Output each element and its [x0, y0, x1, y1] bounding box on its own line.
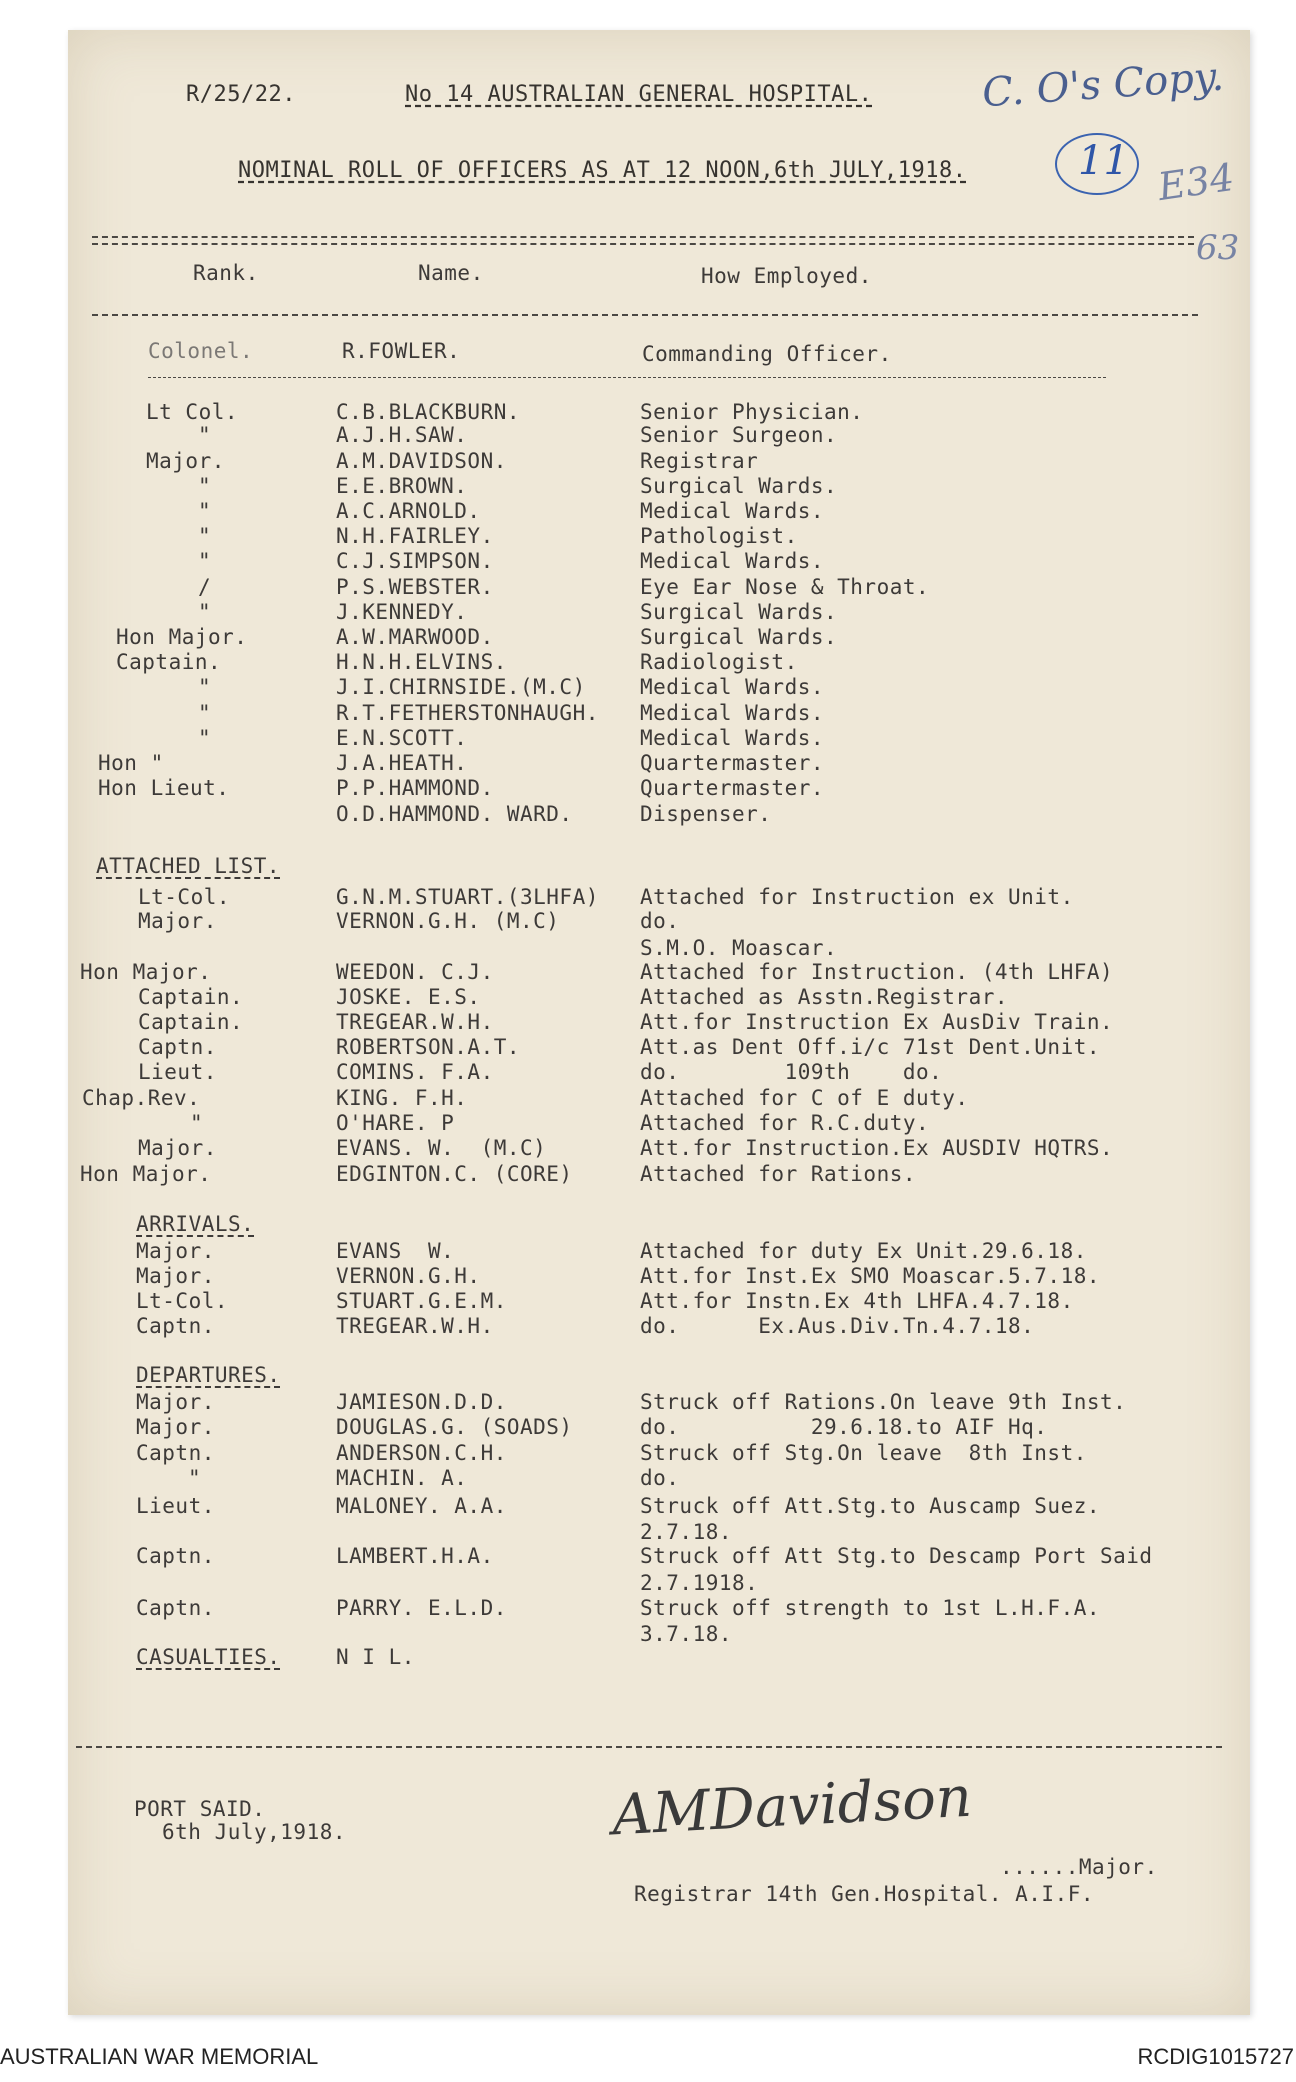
rank-cell: Lieut.: [138, 1060, 217, 1084]
employed-cell: Registrar: [640, 449, 759, 473]
rank-cell: Hon ": [98, 751, 164, 775]
signature: AMDavidson: [610, 1764, 974, 1849]
name-cell: C.J.SIMPSON.: [336, 549, 494, 573]
employed-cell: Quartermaster.: [640, 751, 825, 775]
employed-cell: Struck off Stg.On leave 8th Inst.: [640, 1441, 1087, 1465]
employed-cell: Surgical Wards.: [640, 600, 838, 624]
document-subtitle: NOMINAL ROLL OF OFFICERS AS AT 12 NOON,6th JULY,1918.: [238, 158, 967, 183]
rank-cell: ": [198, 701, 212, 725]
rank-cell: Major.: [138, 1136, 217, 1160]
name-cell: VERNON.G.H. (M.C): [336, 909, 560, 933]
rank-cell: ": [198, 524, 212, 548]
rank-cell: Major.: [136, 1264, 215, 1288]
name-cell: O'HARE. P: [336, 1111, 455, 1135]
rank-cell: Hon Major.: [116, 625, 248, 649]
employed-cell: Att.for Instn.Ex 4th LHFA.4.7.18.: [640, 1289, 1074, 1313]
name-cell: A.C.ARNOLD.: [336, 499, 481, 523]
signature-rank: ......Major.: [1000, 1855, 1158, 1879]
employed-cell: Radiologist.: [640, 650, 798, 674]
rank-cell: ": [198, 600, 212, 624]
employed-cell: Commanding Officer.: [642, 342, 892, 366]
section-heading-arrivals: ARRIVALS.: [136, 1212, 255, 1236]
name-cell: MALONEY. A.A.: [336, 1494, 507, 1518]
name-cell: J.I.CHIRNSIDE.(M.C): [336, 675, 586, 699]
name-cell: EVANS. W. (M.C): [336, 1136, 547, 1160]
employed-cell: Struck off Att.Stg.to Auscamp Suez.: [640, 1494, 1101, 1518]
name-cell: EDGINTON.C. (CORE): [336, 1162, 573, 1186]
employed-cell: Att.for Instruction.Ex AUSDIV HQTRS.: [640, 1136, 1114, 1160]
rank-cell: Major.: [146, 449, 225, 473]
employed-cell: 3.7.18.: [640, 1622, 733, 1646]
name-cell: A.J.H.SAW.: [336, 423, 468, 447]
name-cell: DOUGLAS.G. (SOADS): [336, 1415, 573, 1439]
employed-cell: Attached as Asstn.Registrar.: [640, 985, 1009, 1009]
employed-cell: 2.7.18.: [640, 1520, 733, 1544]
name-cell: G.N.M.STUART.(3LHFA): [336, 885, 599, 909]
employed-cell: Attached for duty Ex Unit.29.6.18.: [640, 1239, 1087, 1263]
employed-cell: Attached for R.C.duty.: [640, 1111, 930, 1135]
employed-cell: do. Ex.Aus.Div.Tn.4.7.18.: [640, 1314, 1035, 1338]
employed-cell: do. 109th do.: [640, 1060, 943, 1084]
name-cell: J.KENNEDY.: [336, 600, 468, 624]
employed-cell: Medical Wards.: [640, 675, 825, 699]
rank-cell: Captn.: [136, 1314, 215, 1338]
divider: [148, 377, 1106, 378]
employed-cell: S.M.O. Moascar.: [640, 936, 838, 960]
rank-cell: ": [198, 499, 212, 523]
rank-cell: Captn.: [138, 1035, 217, 1059]
file-reference: R/25/22.: [186, 82, 296, 107]
rank-cell: Lt-Col.: [136, 1289, 229, 1313]
rank-cell: Captn.: [136, 1596, 215, 1620]
rank-cell: Lt-Col.: [138, 885, 231, 909]
rank-cell: ": [198, 423, 212, 447]
rank-cell: /: [198, 575, 212, 599]
employed-cell: Att.for Instruction Ex AusDiv Train.: [640, 1010, 1114, 1034]
name-cell: LAMBERT.H.A.: [336, 1544, 494, 1568]
name-cell: P.S.WEBSTER.: [336, 575, 494, 599]
name-cell: ANDERSON.C.H.: [336, 1441, 507, 1465]
name-cell: PARRY. E.L.D.: [336, 1596, 507, 1620]
casualties-value: N I L.: [336, 1645, 415, 1669]
divider: [76, 1746, 1222, 1748]
divider: [92, 314, 1198, 316]
name-cell: EVANS W.: [336, 1239, 455, 1263]
employed-cell: Surgical Wards.: [640, 474, 838, 498]
rank-cell: Lt Col.: [146, 400, 239, 424]
employed-cell: 2.7.1918.: [640, 1571, 759, 1595]
employed-cell: Attached for C of E duty.: [640, 1086, 969, 1110]
rank-cell: Hon Lieut.: [98, 776, 230, 800]
rank-cell: Colonel.: [148, 339, 254, 363]
name-cell: R.T.FETHERSTONHAUGH.: [336, 701, 599, 725]
name-cell: TREGEAR.W.H.: [336, 1010, 494, 1034]
rank-cell: ": [198, 549, 212, 573]
name-cell: J.A.HEATH.: [336, 751, 468, 775]
rank-cell: Captn.: [136, 1441, 215, 1465]
employed-cell: Quartermaster.: [640, 776, 825, 800]
rank-cell: Captain.: [138, 1010, 244, 1034]
name-cell: WEEDON. C.J.: [336, 960, 494, 984]
employed-cell: Dispenser.: [640, 802, 772, 826]
name-cell: JOSKE. E.S.: [336, 985, 481, 1009]
employed-cell: Medical Wards.: [640, 499, 825, 523]
document-title: No 14 AUSTRALIAN GENERAL HOSPITAL.: [405, 82, 873, 107]
section-heading-casualties: CASUALTIES.: [136, 1645, 281, 1669]
employed-cell: Attached for Instruction. (4th LHFA): [640, 960, 1114, 984]
column-header-name: Name.: [418, 261, 484, 285]
annotation-copy: C. O's Copy.: [980, 53, 1226, 117]
employed-cell: Struck off Att Stg.to Descamp Port Said: [640, 1544, 1153, 1568]
employed-cell: Eye Ear Nose & Throat.: [640, 575, 930, 599]
employed-cell: do. 29.6.18.to AIF Hq.: [640, 1415, 1048, 1439]
name-cell: MACHIN. A.: [336, 1466, 468, 1490]
name-cell: E.N.SCOTT.: [336, 726, 468, 750]
employed-cell: Pathologist.: [640, 524, 798, 548]
column-header-employed: How Employed.: [701, 264, 872, 288]
signature-place: PORT SAID.: [134, 1797, 266, 1821]
section-heading-attached: ATTACHED LIST.: [96, 854, 281, 878]
name-cell: N.H.FAIRLEY.: [336, 524, 494, 548]
employed-cell: Medical Wards.: [640, 701, 825, 725]
rank-cell: Major.: [136, 1390, 215, 1414]
divider: [92, 243, 1194, 245]
signature-title: Registrar 14th Gen.Hospital. A.I.F.: [634, 1882, 1095, 1906]
annotation-ref: E34: [1155, 154, 1237, 210]
annotation-ref-2: 63: [1196, 228, 1240, 268]
employed-cell: Attached for Instruction ex Unit.: [640, 885, 1074, 909]
rank-cell: Hon Major.: [80, 1162, 212, 1186]
name-cell: STUART.G.E.M.: [336, 1289, 507, 1313]
name-cell: VERNON.G.H.: [336, 1264, 481, 1288]
rank-cell: ": [198, 675, 212, 699]
rank-cell: ": [198, 474, 212, 498]
rank-cell: Major.: [136, 1239, 215, 1263]
employed-cell: do.: [640, 1466, 680, 1490]
rank-cell: Major.: [136, 1415, 215, 1439]
rank-cell: Captn.: [136, 1544, 215, 1568]
divider: [92, 236, 1194, 238]
name-cell: COMINS. F.A.: [336, 1060, 494, 1084]
rank-cell: ": [198, 726, 212, 750]
rank-cell: Chap.Rev.: [82, 1086, 201, 1110]
employed-cell: Medical Wards.: [640, 726, 825, 750]
footer-record-id: RCDIG1015727: [1137, 2044, 1294, 2069]
employed-cell: Senior Surgeon.: [640, 423, 838, 447]
employed-cell: Attached for Rations.: [640, 1162, 917, 1186]
name-cell: R.FOWLER.: [342, 339, 461, 363]
employed-cell: do.: [640, 909, 680, 933]
employed-cell: Att.for Inst.Ex SMO Moascar.5.7.18.: [640, 1264, 1101, 1288]
employed-cell: Att.as Dent Off.i/c 71st Dent.Unit.: [640, 1035, 1101, 1059]
column-header-rank: Rank.: [193, 261, 259, 285]
employed-cell: Surgical Wards.: [640, 625, 838, 649]
name-cell: TREGEAR.W.H.: [336, 1314, 494, 1338]
name-cell: ROBERTSON.A.T.: [336, 1035, 521, 1059]
name-cell: A.M.DAVIDSON.: [336, 449, 507, 473]
rank-cell: Captain.: [138, 985, 244, 1009]
section-heading-departures: DEPARTURES.: [136, 1363, 281, 1387]
rank-cell: Hon Major.: [80, 960, 212, 984]
employed-cell: Senior Physician.: [640, 400, 864, 424]
rank-cell: Captain.: [116, 650, 222, 674]
name-cell: A.W.MARWOOD.: [336, 625, 494, 649]
employed-cell: Struck off strength to 1st L.H.F.A.: [640, 1596, 1101, 1620]
name-cell: KING. F.H.: [336, 1086, 468, 1110]
name-cell: C.B.BLACKBURN.: [336, 400, 521, 424]
rank-cell: Major.: [138, 909, 217, 933]
annotation-number: 11: [1078, 138, 1129, 184]
rank-cell: ": [188, 1466, 202, 1490]
name-cell: JAMIESON.D.D.: [336, 1390, 507, 1414]
name-cell: O.D.HAMMOND. WARD.: [336, 802, 573, 826]
name-cell: H.N.H.ELVINS.: [336, 650, 507, 674]
footer-archive-name: AUSTRALIAN WAR MEMORIAL: [0, 2044, 319, 2069]
name-cell: E.E.BROWN.: [336, 474, 468, 498]
employed-cell: Struck off Rations.On leave 9th Inst.: [640, 1390, 1127, 1414]
employed-cell: Medical Wards.: [640, 549, 825, 573]
rank-cell: ": [190, 1111, 204, 1135]
name-cell: P.P.HAMMOND.: [336, 776, 494, 800]
signature-date: 6th July,1918.: [162, 1820, 347, 1844]
rank-cell: Lieut.: [136, 1494, 215, 1518]
